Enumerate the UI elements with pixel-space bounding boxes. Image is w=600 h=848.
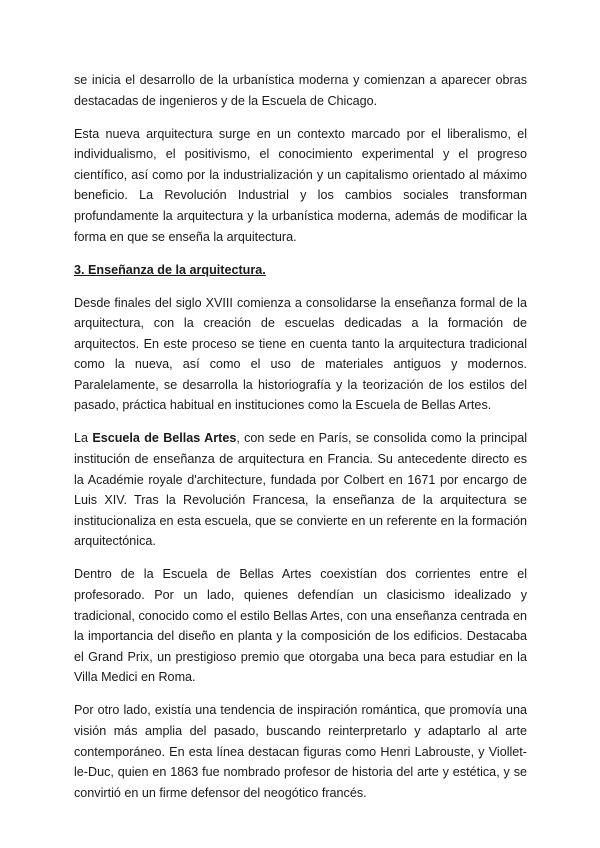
paragraph-3: Desde finales del siglo XVIII comienza a consolidarse la enseñanza formal de la arquitectura, con la creación de escuelas dedicadas a la formación de arquitectos. En este proceso se tiene en cuenta tanto la arquitectura tradicional como la nueva, así como el uso de materiales antiguos y modernos. Paralelamente, se desarrolla la historiografía y la teorización de los estilos del pasado, práctica habitual en instituciones como la Escuela de Bellas Artes.	[74, 295, 527, 413]
section-heading: 3. Enseñanza de la arquitectura.	[74, 262, 266, 277]
document-body	[74, 70, 527, 816]
paragraph-4	[74, 428, 527, 552]
paragraph-4-rest: , con sede en París, se consolida como la principal institución de enseñanza de arquitectura en Francia. Su antecedente directo es la Académie royale d'architecture, fundada por Colbert en 1671 por encargo de Luis XIV. Tras la Revolución Francesa, la enseñanza de la arquitectura se institucionaliza en esta escuela, que se convierte en un referente en la formación arquitectónica.	[74, 431, 528, 549]
paragraph-1: se inicia el desarrollo de la urbanística moderna y comienzan a aparecer obras destacadas de ingenieros y de la Escuela de Chicago.	[74, 73, 527, 108]
escuela-bellas-artes-bold: Escuela de Bellas Artes	[92, 431, 237, 446]
paragraph-2: Esta nueva arquitectura surge en un contexto marcado por el liberalismo, el individualismo, el positivismo, el conocimiento experimental y el progreso científico, así como por la industrialización y un capitalismo orientado al máximo beneficio. La Revolución Industrial y los cambios sociales transforman profundamente la arquitectura y la urbanística moderna, además de modificar la forma en que se enseña la arquitectura.	[74, 126, 527, 244]
paragraph-5: Dentro de la Escuela de Bellas Artes coexistían dos corrientes entre el profesorado. Por un lado, quienes defendían un clasicismo idealizado y tradicional, conocido como el estilo Bellas Artes, con una enseñanza centrada en la importancia del diseño en planta y la composición de los edificios. Destacaba el Grand Prix, un prestigioso premio que otorgaba una beca para estudiar en la Villa Medici en Roma.	[74, 567, 527, 685]
paragraph-4-prefix: La	[74, 431, 93, 446]
paragraph-6: Por otro lado, existía una tendencia de inspiración romántica, que promovía una visión más amplia del pasado, buscando reinterpretarlo y adaptarlo al arte contemporáneo. En esta línea destacan figuras como Henri Labrouste, y Viollet-le-Duc, quien en 1863 fue nombrado profesor de historia del arte y estética, y se convirtió en un firme defensor del neogótico francés.	[74, 703, 527, 800]
